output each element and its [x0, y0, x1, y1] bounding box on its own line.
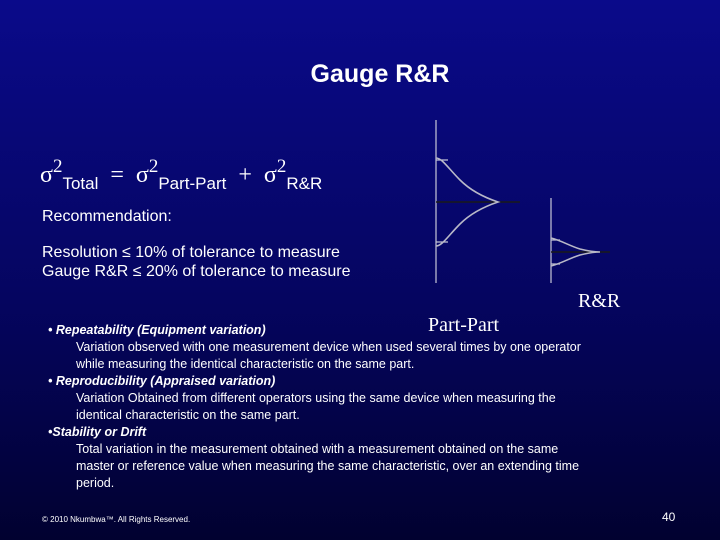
- bullet-repeatability: [48, 322, 688, 373]
- slide-title: [0, 60, 720, 89]
- slide-title-text: Gauge R&R: [310, 60, 450, 88]
- bullet-description: Variation observed with one measurement device when used several times by one operator: [76, 340, 581, 354]
- bullet-description: while measuring the identical characteristic on the same part.: [76, 357, 415, 371]
- bullet-description: master or reference value when measuring the same characteristic, over an extending time: [76, 459, 580, 473]
- bullet-description: identical characteristic on the same part.: [76, 408, 300, 422]
- bullet-heading: • Reproducibility (Appraised variation): [48, 374, 276, 388]
- recommendation-line: Resolution ≤ 10% of tolerance to measure: [42, 244, 340, 261]
- sigma-symbol: σ: [40, 162, 53, 188]
- page-number: 40: [662, 510, 676, 524]
- equals-sign: =: [110, 162, 124, 188]
- recommendation-line: Gauge R&R ≤ 20% of tolerance to measure: [42, 263, 351, 280]
- bullet-description: Variation Obtained from different operators using the same device when measuring the: [76, 391, 556, 405]
- subscript-part-part: Part-Part: [158, 174, 227, 193]
- sigma-symbol: σ: [135, 162, 149, 188]
- exponent: 2: [52, 156, 63, 177]
- distribution-diagram: [420, 118, 650, 293]
- bullet-reproducibility: [48, 373, 688, 424]
- exponent: 2: [276, 156, 287, 177]
- part-part-label: Part-Part: [428, 314, 500, 336]
- bullet-heading: • Repeatability (Equipment variation): [48, 323, 266, 337]
- definitions-list: [48, 322, 688, 492]
- sigma-symbol: σ: [263, 162, 277, 188]
- recommendation-label: Recommendation:: [42, 208, 172, 225]
- exponent: 2: [148, 156, 159, 177]
- rr-label: R&R: [578, 290, 621, 312]
- plus-sign: +: [238, 162, 252, 188]
- subscript-total: Total: [62, 174, 99, 193]
- bullet-stability: [48, 424, 688, 492]
- copyright-footer: © 2010 Nkumbwa™. All Rights Reserved.: [42, 515, 191, 524]
- bullet-heading: •Stability or Drift: [48, 425, 147, 439]
- bullet-description: period.: [76, 476, 115, 490]
- variance-formula: [40, 156, 323, 193]
- bullet-description: Total variation in the measurement obtained with a measurement obtained on the same: [76, 442, 559, 456]
- subscript-rr: R&R: [286, 174, 323, 193]
